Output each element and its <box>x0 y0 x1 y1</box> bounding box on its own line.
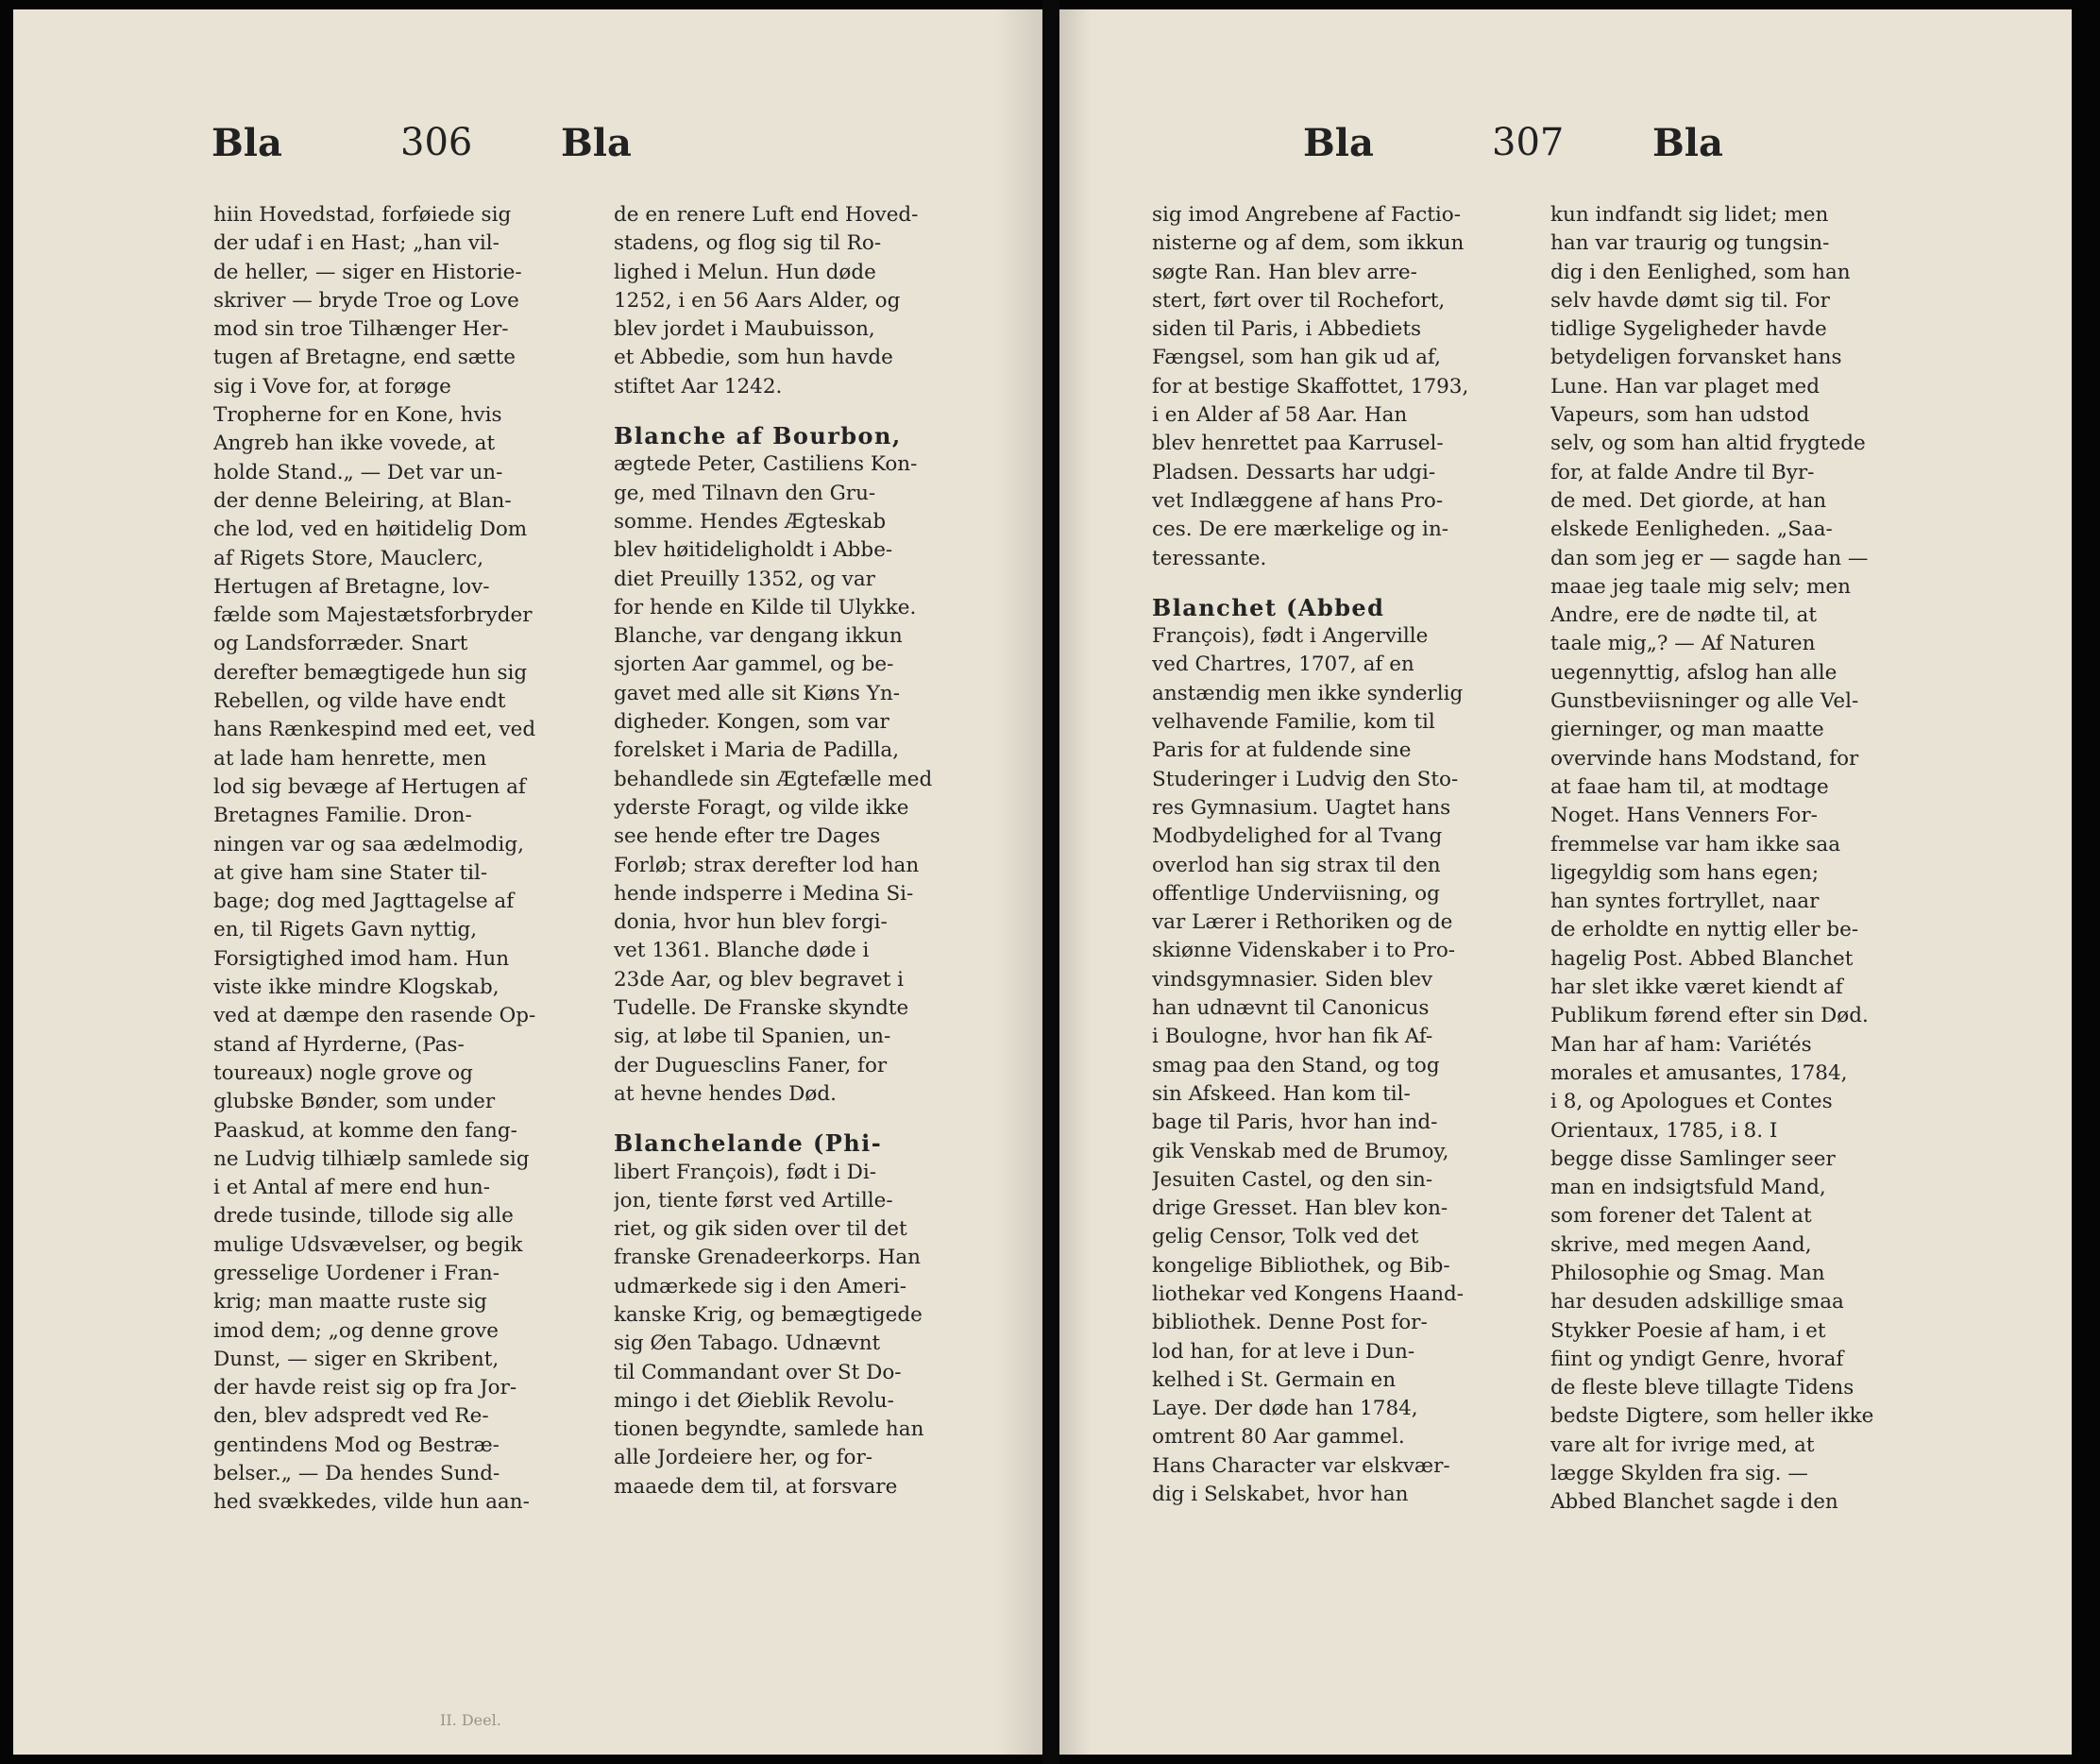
entry-heading: Blanchelande (Phi- <box>614 1129 883 1158</box>
entry-separator <box>614 1109 993 1129</box>
text-line: hans Rænkespind med eet, ved <box>213 718 536 742</box>
text-line: skriver — bryde Troe og Love <box>213 288 519 313</box>
text-line: de erholdte en nyttig eller be- <box>1550 918 1859 942</box>
text-line: man en indsigtsfuld Mand, <box>1550 1176 1826 1200</box>
text-line: i et Antal af mere end hun- <box>213 1176 490 1200</box>
text-line: i Boulogne, hvor han fik Af- <box>1152 1025 1433 1049</box>
text-line: Angreb han ikke vovede, at <box>213 432 496 456</box>
text-line: Lune. Han var plaget med <box>1550 374 1820 399</box>
text-line: Andre, ere de nødte til, at <box>1550 603 1817 628</box>
text-line: kun indfandt sig lidet; men <box>1550 203 1829 227</box>
text-line: stert, ført over til Rochefort, <box>1152 288 1446 313</box>
text-line: ligegyldig som hans egen; <box>1550 860 1820 885</box>
text-line: sig i Vove for, at forøge <box>213 374 451 399</box>
text-line: i en Alder af 58 Aar. Han <box>1152 403 1408 428</box>
text-line: Fængsel, som han gik ud af, <box>1152 346 1441 370</box>
text-line: sjorten Aar gammel, og be- <box>614 653 894 677</box>
text-line: selv, og som han altid frygtede <box>1550 432 1866 456</box>
text-line: ge, med Tilnavn den Gru- <box>614 481 876 505</box>
header-left-word: Bla <box>1303 121 1374 165</box>
text-line: smag paa den Stand, og tog <box>1152 1053 1440 1077</box>
entry-separator <box>614 401 993 422</box>
signature-mark: II. Deel. <box>440 1711 501 1729</box>
text-line: see hende efter tre Dages <box>614 824 881 849</box>
text-line: mingo i det Øieblik Revolu- <box>614 1388 894 1413</box>
text-line: ces. De ere mærkelige og in- <box>1152 517 1449 542</box>
text-line: nisterne og af dem, som ikkun <box>1152 231 1465 256</box>
left-page <box>13 9 1042 1755</box>
text-line: de heller, — siger en Historie- <box>213 260 522 284</box>
text-line: derefter bemægtigede hun sig <box>213 660 528 685</box>
text-line: Laye. Der døde han 1784, <box>1152 1397 1418 1421</box>
text-line: at give ham sine Stater til- <box>213 860 488 885</box>
text-line: selv havde dømt sig til. For <box>1550 288 1830 313</box>
text-line: han var traurig og tungsin- <box>1550 231 1830 256</box>
text-line: Jesuiten Castel, og den sin- <box>1152 1167 1433 1192</box>
text-line: yderste Foragt, og vilde ikke <box>614 795 909 820</box>
text-line: gik Venskab med de Brumoy, <box>1152 1139 1449 1163</box>
text-line: glubske Bønder, som under <box>213 1090 496 1114</box>
book-gutter <box>1042 0 1059 1764</box>
text-line: siden til Paris, i Abbediets <box>1152 317 1422 342</box>
text-line: Stykker Poesie af ham, i et <box>1550 1318 1826 1343</box>
header-right-word: Bla <box>561 121 632 165</box>
text-line: vet Indlæggene af hans Pro- <box>1152 488 1444 513</box>
text-line: mulige Udsvævelser, og begik <box>213 1232 523 1257</box>
text-line: franske Grenadeerkorps. Han <box>614 1246 921 1270</box>
text-line: bedste Digtere, som heller ikke <box>1550 1404 1874 1429</box>
text-line: ved Chartres, 1707, af en <box>1152 653 1414 677</box>
text-line: for hende en Kilde til Ulykke. <box>614 595 917 619</box>
text-line: gentindens Mod og Bestræ- <box>213 1433 500 1457</box>
text-line: riet, og gik siden over til det <box>614 1217 907 1242</box>
text-line: Pladsen. Dessarts har udgi- <box>1152 460 1436 484</box>
text-line: og Landsforræder. Snart <box>213 632 468 656</box>
text-line: de med. Det giorde, at han <box>1550 488 1827 513</box>
text-line: fiint og yndigt Genre, hvoraf <box>1550 1347 1844 1371</box>
text-line: holde Stand.„ — Det var un- <box>213 460 503 484</box>
text-line: som forener det Talent at <box>1550 1204 1812 1229</box>
text-line: liothekar ved Kongens Haand- <box>1152 1281 1465 1306</box>
text-line: kelhed i St. Germain en <box>1152 1367 1397 1392</box>
text-line: drige Gresset. Han blev kon- <box>1152 1196 1448 1221</box>
text-line: lod han, for at leve i Dun- <box>1152 1339 1415 1364</box>
text-line: lod sig bevæge af Hertugen af <box>213 774 526 799</box>
text-line: François), født i Angerville <box>1152 624 1429 649</box>
header-right-word: Bla <box>1652 121 1723 165</box>
text-line: che lod, ved en høitidelig Dom <box>213 517 528 542</box>
text-line: blev høitideligholdt i Abbe- <box>614 538 893 563</box>
right-page <box>1059 9 2072 1755</box>
text-line: dig i Selskabet, hvor han <box>1152 1483 1409 1507</box>
text-line: jon, tiente først ved Artille- <box>614 1188 893 1213</box>
text-line: Forløb; strax derefter lod han <box>614 853 920 877</box>
text-line: ningen var og saa ædelmodig, <box>213 832 524 857</box>
page-number: 306 <box>400 121 473 164</box>
text-line: der Duguesclins Faner, for <box>614 1053 888 1077</box>
text-line: Gunstbeviisninger og alle Vel- <box>1550 689 1859 714</box>
text-line: var Lærer i Rethoriken og de <box>1152 910 1453 935</box>
text-line: vet 1361. Blanche døde i <box>614 939 870 963</box>
entry-separator <box>1152 573 1528 594</box>
text-line: viste ikke mindre Klogskab, <box>213 975 500 1000</box>
text-line: overvinde hans Modstand, for <box>1550 746 1859 771</box>
text-line: Forsigtighed imod ham. Hun <box>213 946 510 971</box>
text-line: vindsgymnasier. Siden blev <box>1152 967 1433 992</box>
text-line: kanske Krig, og bemægtigede <box>614 1302 923 1327</box>
text-line: Studeringer i Ludvig den Sto- <box>1152 767 1459 791</box>
text-line: behandlede sin Ægtefælle med <box>614 767 933 791</box>
text-line: betydeligen forvansket hans <box>1550 346 1842 370</box>
text-line: Paris for at fuldende sine <box>1152 738 1412 763</box>
page-number: 307 <box>1492 121 1565 164</box>
text-line: res Gymnasium. Uagtet hans <box>1152 795 1451 820</box>
text-line: tugen af Bretagne, end sætte <box>213 346 516 370</box>
text-line: kongelige Bibliothek, og Bib- <box>1152 1253 1450 1278</box>
text-line: der udaf i en Hast; „han vil- <box>213 231 500 256</box>
text-column-2 <box>614 201 993 1501</box>
text-line: gierninger, og man maatte <box>1550 718 1824 742</box>
text-line: at hevne hendes Død. <box>614 1081 837 1106</box>
text-line: stiftet Aar 1242. <box>614 374 783 399</box>
text-line: bage til Paris, hvor han ind- <box>1152 1111 1438 1135</box>
text-line: bibliothek. Denne Post for- <box>1152 1311 1428 1335</box>
text-line: et Abbedie, som hun havde <box>614 346 893 370</box>
text-line: gavet med alle sit Kiøns Yn- <box>614 681 901 705</box>
text-line: libert François), født i Di- <box>614 1160 877 1184</box>
text-line: Hertugen af Bretagne, lov- <box>213 574 490 599</box>
entry-heading: Blanche af Bourbon, <box>614 422 902 450</box>
text-line: tidlige Sygeligheder havde <box>1550 317 1827 342</box>
text-line: Hans Character var elskvær- <box>1152 1453 1450 1478</box>
text-line: morales et amusantes, 1784, <box>1550 1060 1848 1085</box>
running-header <box>1303 121 1907 178</box>
text-line: drede tusinde, tillode sig alle <box>213 1204 514 1229</box>
text-line: donia, hvor hun blev forgi- <box>614 910 888 935</box>
text-line: sig imod Angrebene af Factio- <box>1152 203 1461 227</box>
text-line: i 8, og Apologues et Contes <box>1550 1090 1833 1114</box>
text-line: taale mig„? — Af Naturen <box>1550 632 1816 656</box>
text-line: blev henrettet paa Karrusel- <box>1152 432 1444 456</box>
text-line: imod dem; „og denne grove <box>213 1318 500 1343</box>
text-line: af Rigets Store, Mauclerc, <box>213 546 484 570</box>
text-line: stadens, og flog sig til Ro- <box>614 231 882 256</box>
text-line: har slet ikke været kiendt af <box>1550 975 1843 1000</box>
text-line: somme. Hendes Ægteskab <box>614 509 887 534</box>
text-column-1 <box>1152 201 1528 1509</box>
text-line: de en renere Luft end Hoved- <box>614 203 919 227</box>
text-line: elskede Eenligheden. „Saa- <box>1550 517 1833 542</box>
text-line: Tudelle. De Franske skyndte <box>614 996 909 1021</box>
text-line: Philosophie og Smag. Man <box>1550 1261 1825 1285</box>
text-line: velhavende Familie, kom til <box>1152 710 1435 735</box>
entry-heading: Blanchet (Abbed <box>1152 593 1385 621</box>
header-left-word: Bla <box>212 121 282 165</box>
text-line: lighed i Melun. Hun døde <box>614 260 876 284</box>
text-line: maaede dem til, at forsvare <box>614 1474 898 1499</box>
text-line: mod sin troe Tilhænger Her- <box>213 317 509 342</box>
text-column-2 <box>1550 201 1926 1518</box>
text-line: Noget. Hans Venners For- <box>1550 804 1818 828</box>
text-line: gelig Censor, Tolk ved det <box>1152 1225 1419 1249</box>
text-line: toureaux) nogle grove og <box>213 1060 473 1085</box>
text-line: for, at falde Andre til Byr- <box>1550 460 1815 484</box>
text-line: lægge Skylden fra sig. — <box>1550 1462 1808 1486</box>
text-line: fælde som Majestætsforbryder <box>213 603 533 628</box>
text-line: den, blev adspredt ved Re- <box>213 1404 489 1429</box>
text-line: Rebellen, og vilde have endt <box>213 689 506 714</box>
text-line: sig Øen Tabago. Udnævnt <box>614 1331 881 1356</box>
text-line: dan som jeg er — sagde han — <box>1550 546 1869 570</box>
text-line: dig i den Eenlighed, som han <box>1550 260 1851 284</box>
text-line: skiønne Videnskaber i to Pro- <box>1152 939 1456 963</box>
text-line: at lade ham henrette, men <box>213 746 487 771</box>
text-line: der denne Beleiring, at Blan- <box>213 488 512 513</box>
text-line: at faae ham til, at modtage <box>1550 774 1829 799</box>
text-line: forelsket i Maria de Padilla, <box>614 738 900 763</box>
text-line: hed svækkedes, vilde hun aan- <box>213 1490 530 1515</box>
text-line: tionen begyndte, samlede han <box>614 1417 924 1442</box>
text-line: ne Ludvig tilhiælp samlede sig <box>213 1146 530 1171</box>
text-line: uegennyttig, afslog han alle <box>1550 660 1838 685</box>
text-line: en, til Rigets Gavn nyttig, <box>213 918 478 942</box>
text-line: hende indsperre i Medina Si- <box>614 881 914 906</box>
text-line: han udnævnt til Canonicus <box>1152 996 1430 1021</box>
text-line: begge disse Samlinger seer <box>1550 1146 1836 1171</box>
text-line: belser.„ — Da hendes Sund- <box>213 1462 500 1486</box>
text-line: Dunst, — siger en Skribent, <box>213 1347 500 1371</box>
text-line: han syntes fortryllet, naar <box>1550 890 1820 914</box>
text-line: Man har af ham: Variétés <box>1550 1032 1812 1057</box>
text-line: sin Afskeed. Han kom til- <box>1152 1081 1411 1106</box>
running-header <box>212 121 816 178</box>
text-column-1 <box>213 201 593 1518</box>
text-line: overlod han sig strax til den <box>1152 853 1441 877</box>
text-line: gresselige Uordener i Fran- <box>213 1261 500 1285</box>
text-line: hagelig Post. Abbed Blanchet <box>1550 946 1854 971</box>
text-line: Blanche, var dengang ikkun <box>614 624 903 649</box>
text-line: for at bestige Skaffottet, 1793, <box>1152 374 1469 399</box>
text-line: fremmelse var ham ikke saa <box>1550 832 1841 857</box>
text-line: ægtede Peter, Castiliens Kon- <box>614 452 918 477</box>
text-line: ved at dæmpe den rasende Op- <box>213 1004 536 1028</box>
text-line: har desuden adskillige smaa <box>1550 1290 1844 1315</box>
text-line: Orientaux, 1785, i 8. I <box>1550 1118 1778 1143</box>
text-line: 1252, i en 56 Aars Alder, og <box>614 288 901 313</box>
text-line: omtrent 80 Aar gammel. <box>1152 1425 1405 1450</box>
text-line: Modbydelighed for al Tvang <box>1152 824 1443 849</box>
text-line: stand af Hyrderne, (Pas- <box>213 1032 465 1057</box>
text-line: maae jeg taale mig selv; men <box>1550 574 1851 599</box>
text-line: bage; dog med Jagttagelse af <box>213 890 515 914</box>
text-line: krig; man maatte ruste sig <box>213 1290 487 1315</box>
text-line: diet Preuilly 1352, og var <box>614 567 875 591</box>
text-line: sig, at løbe til Spanien, un- <box>614 1025 891 1049</box>
text-line: digheder. Kongen, som var <box>614 710 889 735</box>
text-line: der havde reist sig op fra Jor- <box>213 1376 517 1400</box>
text-line: udmærkede sig i den Ameri- <box>614 1274 906 1298</box>
text-line: Tropherne for en Kone, hvis <box>213 403 502 428</box>
text-line: blev jordet i Maubuisson, <box>614 317 875 342</box>
text-line: hiin Hovedstad, forføiede sig <box>213 203 512 227</box>
text-line: alle Jordeiere her, og for- <box>614 1446 873 1470</box>
text-line: til Commandant over St Do- <box>614 1360 902 1384</box>
text-line: Abbed Blanchet sagde i den <box>1550 1490 1838 1515</box>
text-line: Vapeurs, som han udstod <box>1550 403 1810 428</box>
text-line: vare alt for ivrige med, at <box>1550 1433 1815 1457</box>
text-line: anstændig men ikke synderlig <box>1152 681 1464 705</box>
text-line: teressante. <box>1152 546 1267 570</box>
text-line: søgte Ran. Han blev arre- <box>1152 260 1417 284</box>
text-line: de fleste bleve tillagte Tidens <box>1550 1376 1854 1400</box>
text-line: skrive, med megen Aand, <box>1550 1232 1812 1257</box>
text-line: Bretagnes Familie. Dron- <box>213 804 472 828</box>
text-line: 23de Aar, og blev begravet i <box>614 967 905 992</box>
text-line: offentlige Underviisning, og <box>1152 881 1440 906</box>
text-line: Publikum førend efter sin Død. <box>1550 1004 1869 1028</box>
text-line: Paaskud, at komme den fang- <box>213 1118 517 1143</box>
